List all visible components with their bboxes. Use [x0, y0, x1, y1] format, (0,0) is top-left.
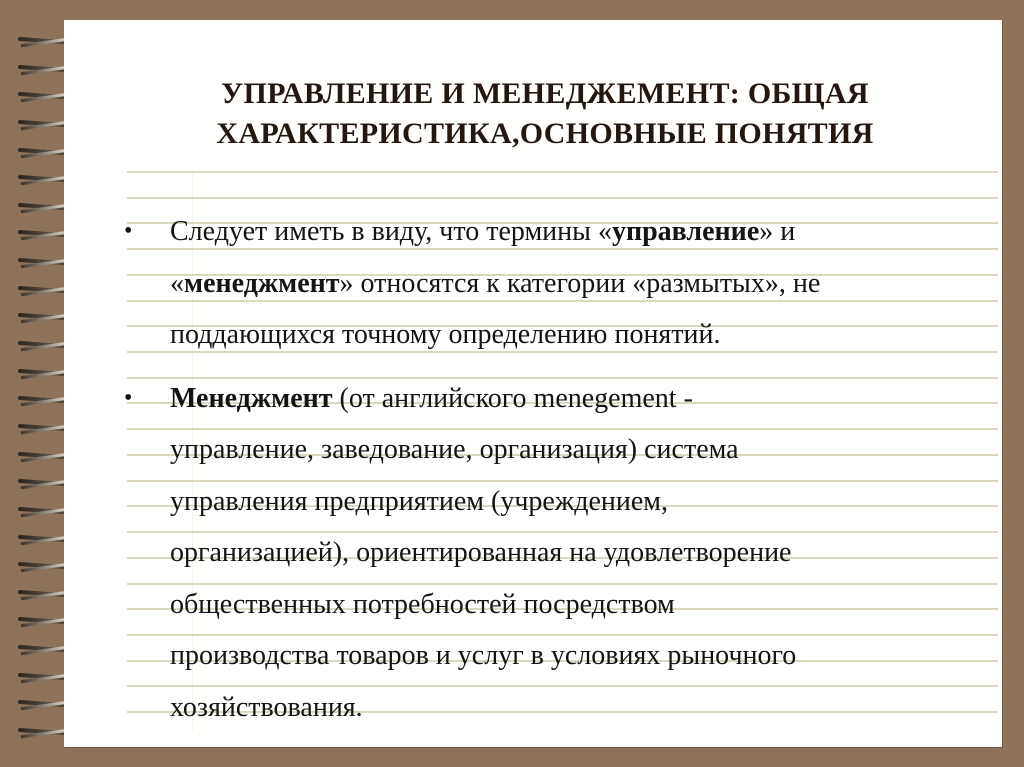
- text-line: [170, 206, 974, 258]
- text-line: [170, 579, 974, 631]
- text-line: [170, 476, 974, 528]
- text-line: [170, 309, 974, 361]
- text-line: [170, 258, 974, 310]
- text-segment: хозяйствования.: [170, 691, 363, 723]
- text-line: [170, 373, 974, 425]
- bullet-list: [124, 206, 974, 733]
- text-line: [170, 424, 974, 476]
- slide-title: [130, 74, 960, 154]
- bullet-item-terms: [124, 206, 974, 361]
- text-segment: управление, заведование, организация) система: [170, 434, 739, 465]
- text-line: [170, 682, 974, 734]
- text-segment: Следует иметь в виду, что термины «: [170, 216, 612, 247]
- text-segment: организацией), ориентированная на удовлетворение: [170, 537, 792, 568]
- text-segment: общественных потребностей посредством: [170, 588, 675, 620]
- title-line-2: ХАРАКТЕРИСТИКА,ОСНОВНЫЕ ПОНЯТИЯ: [216, 117, 874, 150]
- bullet-item-management-definition: [124, 373, 974, 734]
- text-line: [170, 630, 974, 682]
- title-line-1: УПРАВЛЕНИЕ И МЕНЕДЖЕМЕНТ: ОБЩАЯ: [221, 77, 869, 110]
- ruled-line: [127, 197, 998, 199]
- text-segment: «: [170, 267, 184, 299]
- text-segment: поддающихся точному определению понятий.: [170, 319, 721, 350]
- text-segment: производства товаров и услуг в условиях рыночного: [170, 640, 797, 671]
- bullet-icon: •: [124, 384, 133, 411]
- bold-term: управление: [611, 216, 760, 247]
- bullet-icon: •: [124, 218, 133, 244]
- text-segment: управления предприятием (учреждением,: [170, 485, 668, 517]
- text-segment: » относятся к категории «размытых», не: [339, 267, 821, 299]
- bold-term: Менеджмент: [170, 382, 333, 414]
- text-segment: » и: [759, 216, 796, 247]
- text-line: [170, 527, 974, 579]
- ruled-line: [127, 171, 998, 173]
- bold-term: менеджмент: [184, 267, 340, 299]
- text-segment: (от английского menegement -: [332, 382, 693, 414]
